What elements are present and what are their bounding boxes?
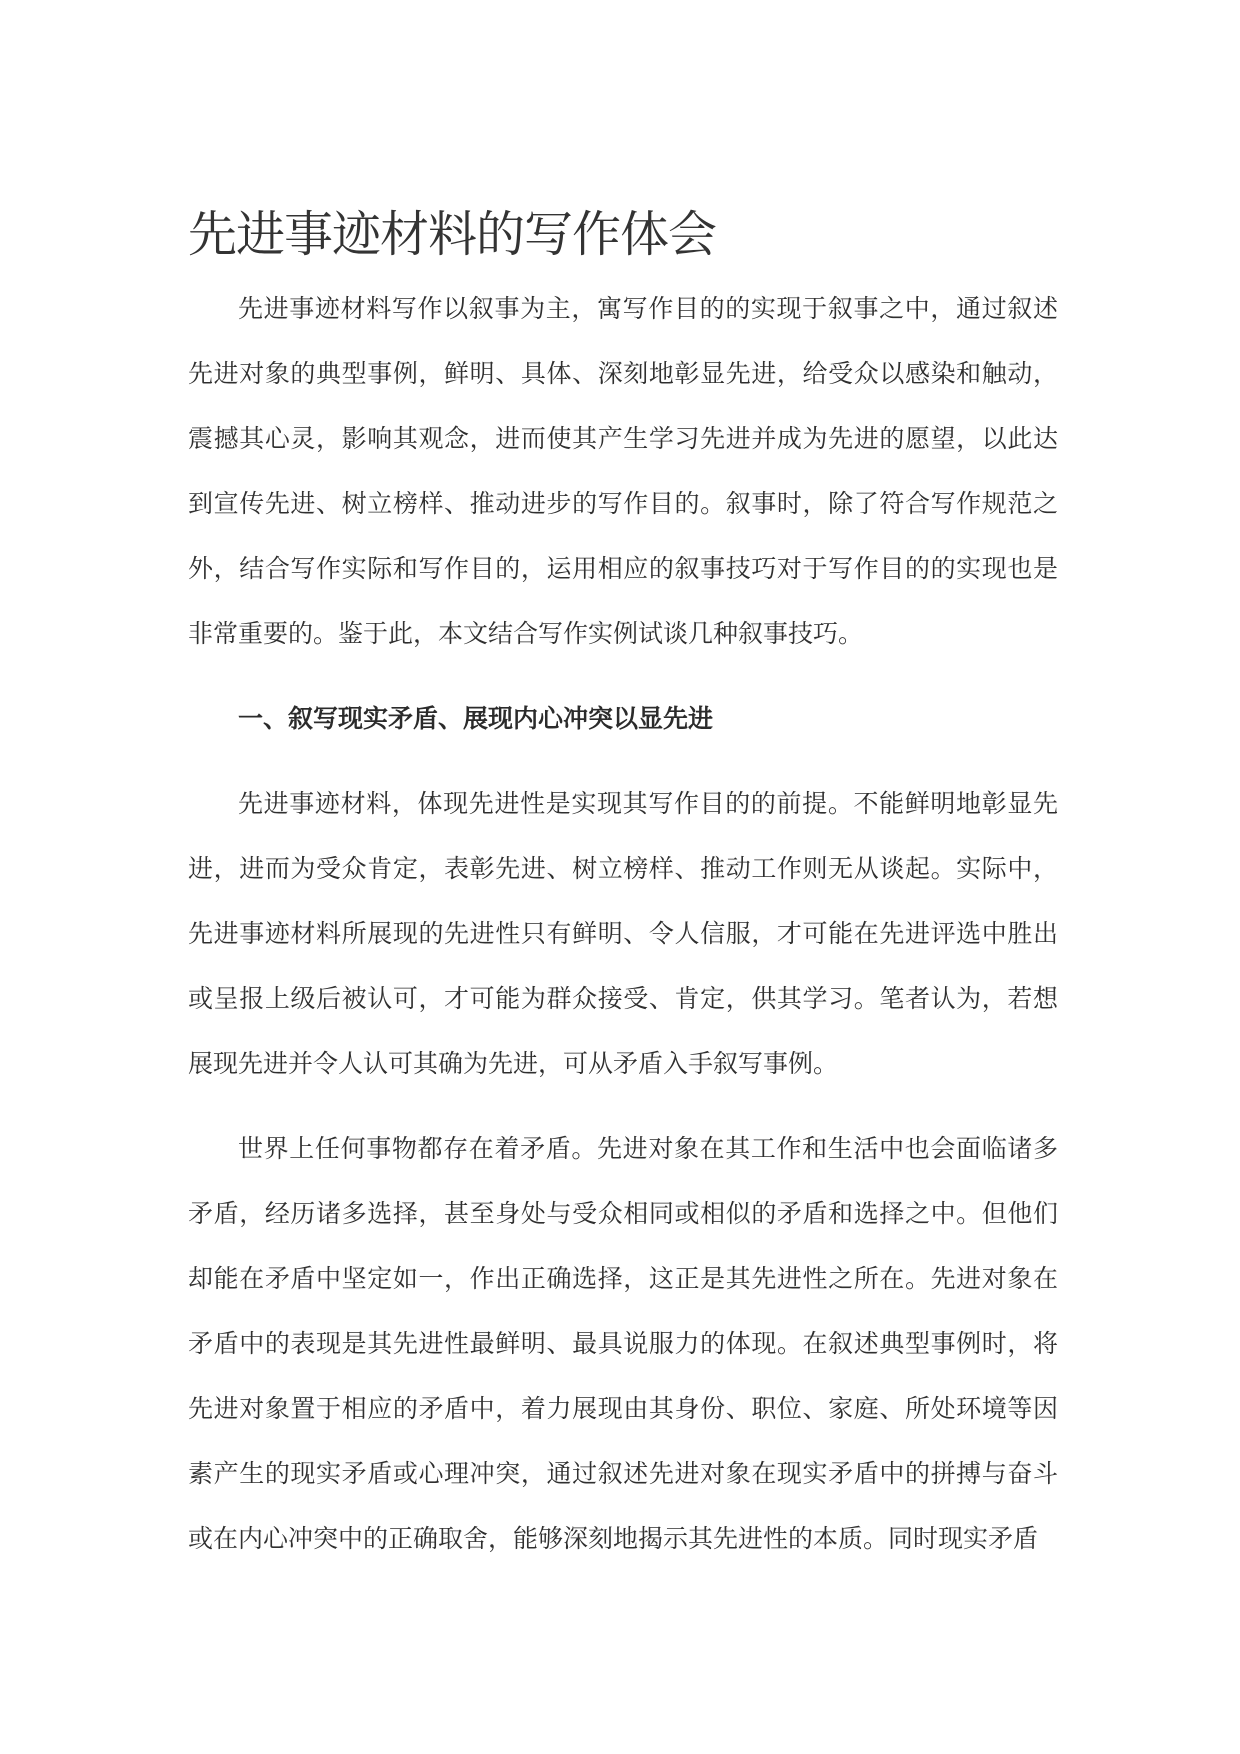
intro-paragraph: 先进事迹材料写作以叙事为主，寓写作目的的实现于叙事之中，通过叙述先进对象的典型事例，鲜明、具体、深刻地彰显先进，给受众以感染和触动，震撼其心灵，影响其观念，进而使其产生学习先进并成为先进的愿望，以此达到宣传先进、树立榜样、推动进步的写作目的。叙事时，除了符合写作规范之外，结合写作实际和写作目的，运用相应的叙事技巧对于写作目的的实现也是非常重要的。鉴于此，本文结合写作实例试谈几种叙事技巧。	[188, 294, 1058, 648]
body-paragraph: 世界上任何事物都存在着矛盾。先进对象在其工作和生活中也会面临诸多矛盾，经历诸多选择，甚至身处与受众相同或相似的矛盾和选择之中。但他们却能在矛盾中坚定如一，作出正确选择，这正是其先进性之所在。先进对象在矛盾中的表现是其先进性最鲜明、最具说服力的体现。在叙述典型事例时，将先进对象置于相应的矛盾中，着力展现由其身份、职位、家庭、所处环境等因素产生的现实矛盾或心理冲突，通过叙述先进对象在现实矛盾中的拼搏与奋斗或在内心冲突中的正确取舍，能够深刻地揭示其先进性的本质。同时现实矛盾	[188, 1134, 1058, 1553]
document-page	[188, 200, 1058, 1571]
document-title: 先进事迹材料的写作体会	[188, 206, 717, 263]
section-heading: 一、叙写现实矛盾、展现内心冲突以显先进	[238, 704, 714, 733]
body-paragraph: 先进事迹材料，体现先进性是实现其写作目的的前提。不能鲜明地彰显先进，进而为受众肯定，表彰先进、树立榜样、推动工作则无从谈起。实际中，先进事迹材料所展现的先进性只有鲜明、令人信服，才可能在先进评选中胜出或呈报上级后被认可，才可能为群众接受、肯定，供其学习。笔者认为，若想展现先进并令人认可其确为先进，可从矛盾入手叙写事例。	[188, 789, 1058, 1078]
